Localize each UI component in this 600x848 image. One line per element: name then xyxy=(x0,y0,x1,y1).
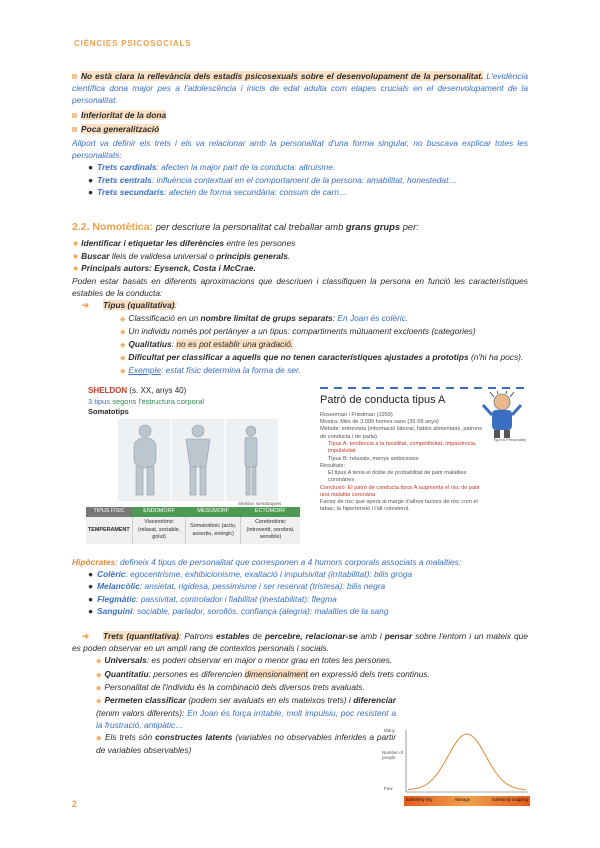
trets-intro-a: : Patrons xyxy=(178,631,217,641)
star-bold2: principis generals xyxy=(216,250,288,261)
item-c: : xyxy=(160,365,166,376)
trait-name: Trets secundaris xyxy=(97,186,164,197)
humors-list xyxy=(88,568,528,617)
curve-x-labels xyxy=(404,797,530,803)
item-bold2: constructes latents xyxy=(155,732,233,743)
table-header: MESOMORF xyxy=(197,508,230,514)
poden-text: Poden estar basats en diferents aproximacions que descriuen i classifiquen la persona en funció les característiques estables de la conducta: xyxy=(72,276,528,299)
item-b: Dificultat per classificar a aquells que no tenen característiques ajustades a prototips xyxy=(128,351,469,362)
intro-p2 xyxy=(72,109,528,121)
tipus-label: Tipus (qualitativa) xyxy=(103,300,175,311)
curve-x-label: Extremely outgoing xyxy=(492,797,528,802)
trets-intro-g: sobre l'entorn i un mateix que es poden observar en un ampli rang de contextos personals i socials. xyxy=(72,631,528,654)
normal-curve-svg xyxy=(404,728,530,794)
curve-x-label: Average xyxy=(454,797,470,802)
trait-desc: : afecten de forma secundària: consum de carn… xyxy=(163,186,348,197)
humor-name: Flegmàtic xyxy=(97,593,137,604)
item-bold2: diferenciar xyxy=(353,694,397,705)
arrow-icon: ➔ xyxy=(82,300,90,311)
curve-ylabel-bottom: Few xyxy=(384,786,393,791)
item-rest: (podem ser avaluats en els mateixos trets) i xyxy=(186,694,354,705)
list-item xyxy=(120,364,528,377)
item-c: : xyxy=(332,312,338,323)
table-cell: Somatotònic (actiu, assertiu, enèrgic) xyxy=(186,517,241,544)
item-bold: Universals xyxy=(104,655,147,666)
normal-curve-figure xyxy=(380,728,530,808)
patro-top-border xyxy=(320,387,528,389)
item-a: Un individu només pot pertànyer a un tipus: compartiments mútuament excloents (categories) xyxy=(128,325,476,336)
item-d: no es pot establir una gradació. xyxy=(176,338,294,349)
item-rest: Els trets són xyxy=(104,732,156,743)
list-item xyxy=(120,325,528,338)
sheldon-title-bold: SHELDON xyxy=(88,386,128,395)
list-item: ● Trets centrals: influència contextual en el comportament de la persona: amabilitat, honestedat… xyxy=(88,174,457,185)
square-bullet-icon xyxy=(72,74,77,79)
table-row xyxy=(86,517,300,544)
patro-line: Conclusió: El patró de conducta tipus A augmenta el risc de patir una malaltia coronària xyxy=(320,484,480,498)
cartoon-caption: Type A Personality xyxy=(493,437,526,442)
section-title-rest: per descriure la personalitat cal treballar amb xyxy=(153,221,346,232)
hipocrates-name: Hipòcrates xyxy=(72,557,116,567)
humor-name: Colèric xyxy=(97,569,126,580)
table-header: ENDOMORF xyxy=(143,508,175,514)
humor-name: Sanguini xyxy=(97,605,133,616)
trets-intro-c: de xyxy=(249,631,265,641)
patro-author: Rosenman i Friedman (1959) xyxy=(320,411,393,418)
item-d: En Joan és colèric. xyxy=(337,312,409,323)
trait-name: Trets centrals xyxy=(97,174,152,185)
list-item: ● Melancòlic: ansietat, rigidesa, pessimisme i ser reservat (tristesa): bilis negra xyxy=(88,581,386,592)
intro-p1-bold: No està clara la rellevància dels estadis psicosexuals sobre el desenvolupament de la personalitat. xyxy=(81,71,484,81)
star-icon: ★ xyxy=(72,264,80,274)
humor-desc: : egocentrisme, exhibicionisme, exaltació i impulsivitat (irritabilitat): bilis groga xyxy=(125,569,413,580)
sheldon-figure xyxy=(88,385,304,547)
tipus-heading: ➔ Tipus (qualitativa): xyxy=(82,300,177,311)
item-rest2: (variables no observables inferides a partir de variables observables) xyxy=(96,732,397,756)
list-item xyxy=(96,668,528,681)
item-highlight: dimensionalment xyxy=(244,668,308,679)
trets-intro-f: pensar xyxy=(384,631,413,641)
humor-desc: : sociable, parlador, sorollós, confiança (alegria): malalties de la sang xyxy=(132,605,389,616)
intro-block xyxy=(72,70,528,198)
patro-line: Mètode: entrevista (informació laboral, hàbits alimentaris, patrons de conducta i de parla) xyxy=(320,426,482,440)
item-c: : xyxy=(171,338,177,349)
diamond-icon: ◆ xyxy=(120,368,126,376)
star-icon: ★ xyxy=(72,239,80,249)
list-item xyxy=(72,250,528,263)
section-title-end: per: xyxy=(400,221,419,232)
table-header: TIPUS FÍSIC xyxy=(86,507,132,517)
diamond-icon: ◆ xyxy=(96,735,102,743)
star-bold: Buscar xyxy=(81,250,110,261)
curve-ylabel-mid: Number of people xyxy=(382,750,404,761)
patro-line: Tipus B: relaxats, menys ambiciosos xyxy=(328,455,419,462)
list-item xyxy=(96,681,528,694)
page-header: CIÈNCIES PSICOSOCIALS xyxy=(74,39,192,48)
intro-p2-text: Inferioritat de la dona xyxy=(81,109,167,120)
list-item xyxy=(72,262,528,275)
section-nomotetica xyxy=(72,220,528,377)
trets-intro-b: estables xyxy=(216,631,250,641)
square-bullet-icon xyxy=(72,113,77,118)
tipus-list xyxy=(120,312,528,378)
diamond-icon: ◆ xyxy=(96,684,102,692)
somatotype-bodies-image xyxy=(118,419,278,501)
trait-name: Trets cardinals xyxy=(97,162,157,173)
item-example: En Joan és força irritable, molt impulsiu, poc resistent a la frustració, antipàtic… xyxy=(96,707,397,731)
humor-desc: : passivitat, controlador i fiabilitat (inestabilitat): flegma xyxy=(136,593,337,604)
table-row xyxy=(86,507,300,517)
arrow-icon: ➔ xyxy=(82,631,90,641)
star-bold: Principals autors: Eysenck, Costa i McCrae. xyxy=(81,263,256,274)
list-item: ● Colèric: egocentrisme, exhibicionisme, exaltació i impulsivitat (irritabilitat): bilis groga xyxy=(88,569,413,580)
diamond-icon: ◆ xyxy=(120,328,126,336)
trets-label: Trets (quantitativa) xyxy=(103,631,179,641)
patro-title: Patró de conducta tipus A xyxy=(320,394,446,406)
humor-desc: : ansietat, rigidesa, pessimisme i ser reservat (tristesa): bilis negra xyxy=(139,581,386,592)
hipocrates-intro-text: : defineix 4 tipus de personalitat que corresponen a 4 humors corporals associats a malalties: xyxy=(115,557,462,567)
type-a-cartoon-image xyxy=(480,391,524,439)
list-item: ● Flegmàtic: passivitat, controlador i fiabilitat (inestabilitat): flegma xyxy=(88,593,337,604)
item-c: (n'hi ha pocs). xyxy=(468,351,524,362)
sheldon-tipus: 3 tipus xyxy=(88,396,111,406)
item-rest2: en expressió dels trets continus. xyxy=(307,668,430,679)
curve-ylabel-top: Many xyxy=(384,728,396,733)
table-cell: Viscerotònic (relaxat, sociable, golut) xyxy=(132,517,186,544)
patro-line: Mostra: Més de 3.000 homes sans (35-59 anys) xyxy=(320,419,439,426)
diamond-icon: ◆ xyxy=(120,315,126,323)
star-icon: ★ xyxy=(72,251,80,261)
item-b: Exemple xyxy=(128,365,161,376)
traits-list xyxy=(88,161,528,198)
list-item xyxy=(96,654,528,667)
item-b: nombre limitat de grups separats xyxy=(200,312,333,323)
patro-line: El tipus A tenia el doble de probabilitat de patir malalties coronàries xyxy=(328,470,467,484)
table-cell: TEMPERAMENT xyxy=(88,526,130,533)
sheldon-title xyxy=(88,385,304,397)
list-item xyxy=(96,694,396,732)
sheldon-title-rest: (s. XX, anys 40) xyxy=(127,386,187,395)
list-item: ● Trets cardinals: afecten la major part de la conducta: altruisme. xyxy=(88,162,336,173)
patro-line: Resultats: xyxy=(320,462,345,469)
patro-line: Tipus A: tendència a la hostilitat, competitivitat, impaciència, impulsivitat xyxy=(328,441,477,455)
item-rest: Personalitat de l'individu és la combinació dels diversos trets avaluats. xyxy=(104,681,365,692)
table-header: ECTOMORF xyxy=(254,508,286,514)
item-d: estat físic determina la forma de ser. xyxy=(165,365,301,376)
curve-x-label: Extremely shy xyxy=(406,797,433,802)
item-bold: Quantitatiu xyxy=(104,668,149,679)
item-rest: : persones es diferencien xyxy=(148,668,245,679)
sheldon-somatotips: Somatotips xyxy=(88,407,129,417)
table-cell: Cerebrotònic (introvertit, cerebral, sensible) xyxy=(241,517,301,544)
patro-lines xyxy=(320,419,488,513)
trait-desc: : afecten la major part de la conducta: altruisme. xyxy=(156,162,336,173)
intro-p1-rest: L'evidència científica dona major pes a l'adolescència i inicis de edat adulta com etapes crucials en el desenvolupament de la personalitat. xyxy=(72,71,529,106)
list-item: ● Trets secundaris: afecten de forma secundària: consum de carn… xyxy=(88,186,348,197)
patro-line: Factor de risc que opera al marge d'altres factors de risc com el tabac, la hipertensió i l'alt colesterol. xyxy=(320,499,478,513)
trets-intro xyxy=(72,630,528,654)
item-rest: : es poden observar en major o menor grau en totes les persones. xyxy=(146,655,393,666)
item-bold: Permeten classificar xyxy=(104,694,186,705)
diamond-icon: ◆ xyxy=(96,697,102,705)
list-item xyxy=(120,312,528,325)
square-bullet-icon xyxy=(72,127,77,132)
list-item xyxy=(96,731,396,756)
intro-p1 xyxy=(72,70,528,107)
item-a: Classificació en un xyxy=(128,312,201,323)
humor-name: Melancòlic xyxy=(97,581,140,592)
patro-figure xyxy=(320,387,528,537)
section-title xyxy=(72,220,528,235)
list-item: ● Sanguini: sociable, parlador, sorollós, confiança (alegria): malalties de la sang xyxy=(88,605,389,616)
bell-curve xyxy=(408,734,526,790)
trets-intro-e: amb i xyxy=(357,631,385,641)
page-number: 2 xyxy=(72,799,78,809)
diamond-icon: ◆ xyxy=(120,341,126,349)
star-bold: Identificar i etiquetar les diferències xyxy=(81,238,225,249)
trait-desc: : influència contextual en el comportament de la persona: amabilitat, honestedat… xyxy=(151,174,457,185)
list-item xyxy=(72,237,528,250)
diamond-icon: ◆ xyxy=(96,671,102,679)
item-b: Qualitatius xyxy=(128,338,172,349)
intro-p3 xyxy=(72,123,528,135)
section-title-bold: grans grups xyxy=(345,221,401,232)
star-mid: lleis de validesa universal o xyxy=(109,250,217,261)
star-rest: entre les persones xyxy=(224,238,296,249)
sheldon-caption: Sheldon somatotypes xyxy=(238,501,282,506)
list-item xyxy=(120,338,528,351)
hipocrates-intro xyxy=(72,556,528,568)
sheldon-line2 xyxy=(88,397,304,408)
section-title-label: 2.2. Nomotètica: xyxy=(72,221,154,233)
item-rest2: (tenim valors diferents): xyxy=(96,707,188,718)
sheldon-structure: segons l'estructura corporal xyxy=(110,396,205,406)
diamond-icon: ◆ xyxy=(96,658,102,666)
trets-intro-d: percebre, relacionar-se xyxy=(264,631,358,641)
hipocrates-block xyxy=(72,556,528,617)
sheldon-table xyxy=(86,507,300,544)
allport-text: Allport va definir els trets i els va relacionar amb la personalitat d'una forma singular, no buscava explicar totes les personalitats: xyxy=(72,137,528,161)
list-item xyxy=(120,351,528,364)
star-rest: . xyxy=(287,250,291,261)
diamond-icon: ◆ xyxy=(120,354,126,362)
intro-p3-text: Poca generalització xyxy=(81,123,160,134)
